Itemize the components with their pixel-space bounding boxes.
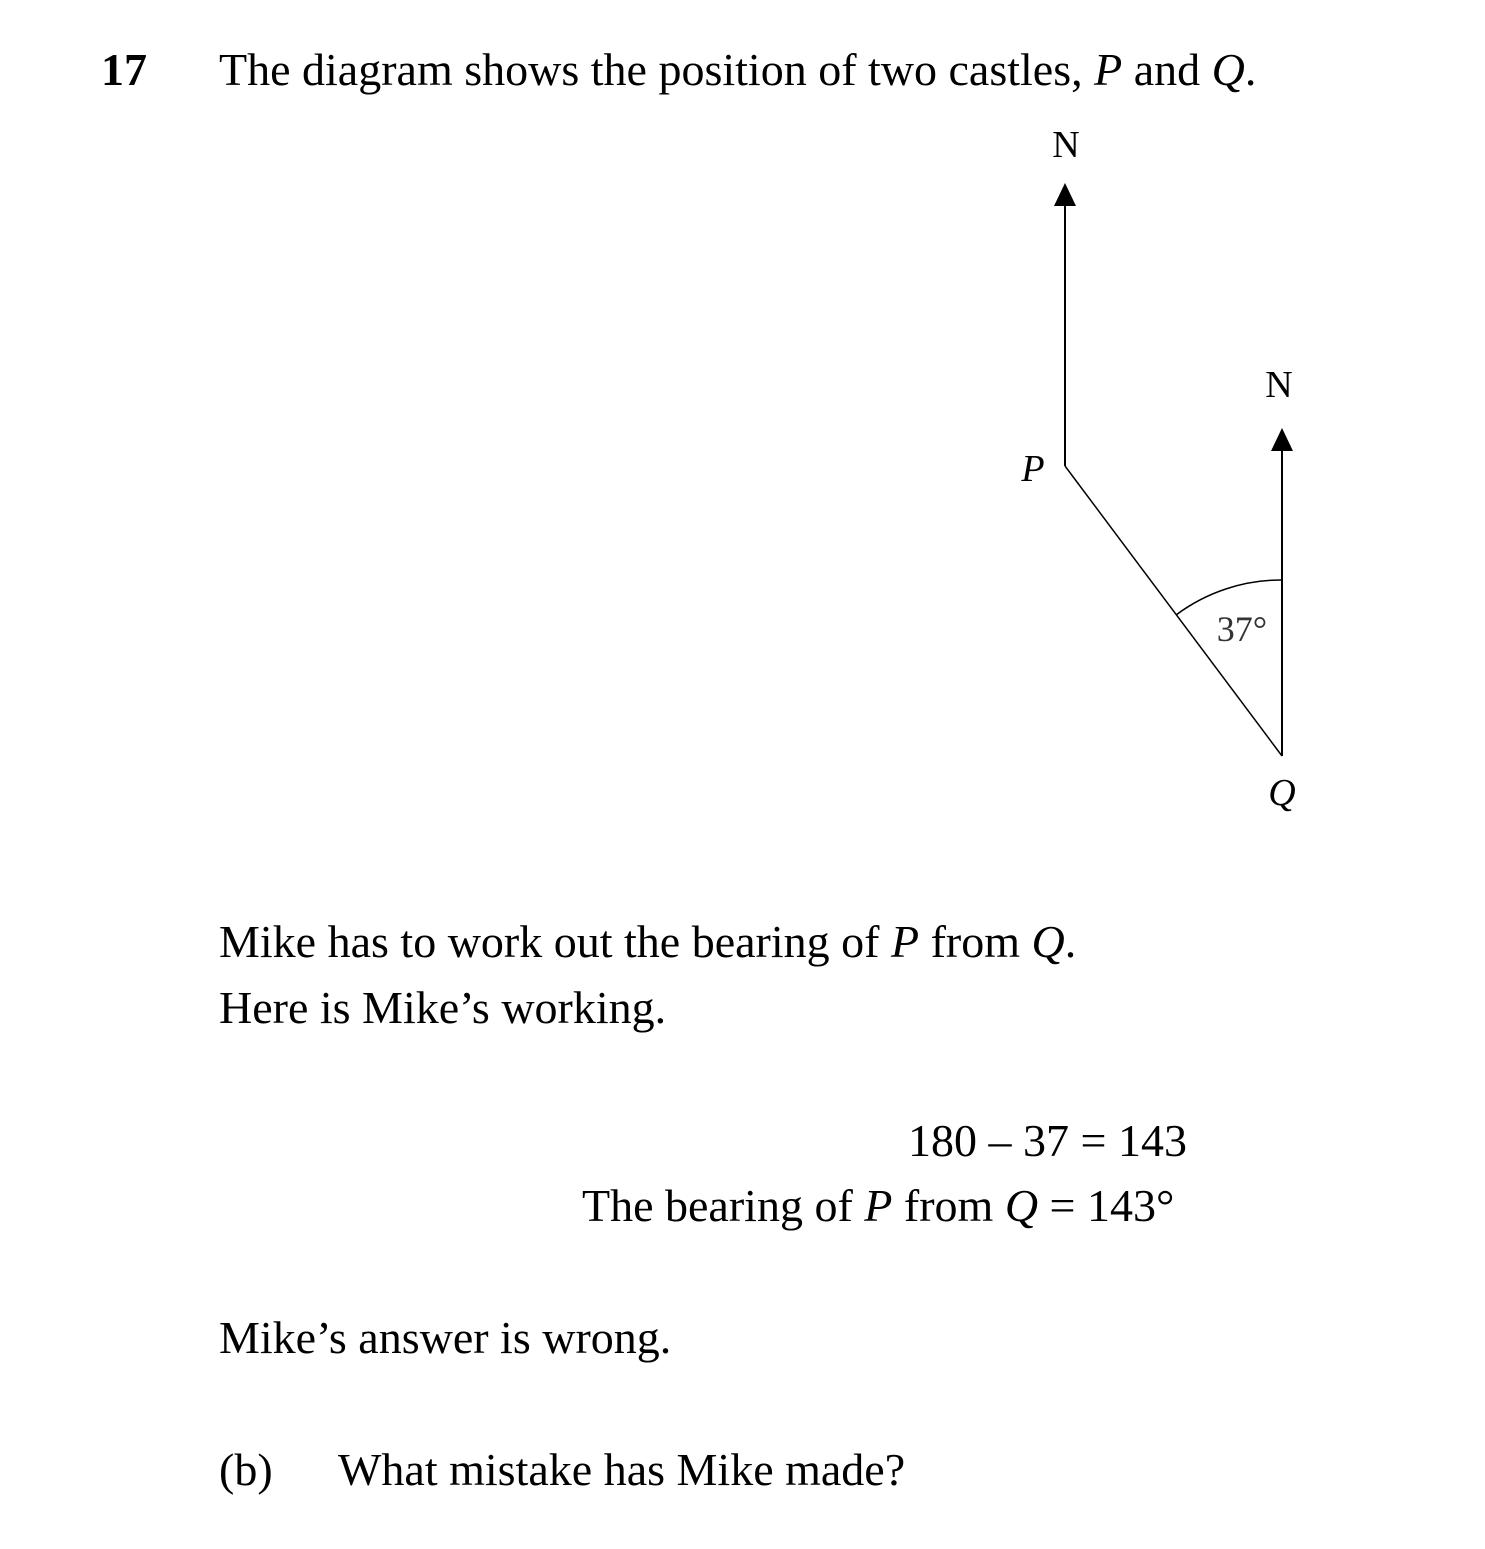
working-from: from (919, 916, 1032, 967)
answer-wrong-statement: Mike’s answer is wrong. (219, 1312, 672, 1363)
intro-prefix: The diagram shows the position of two castles, (219, 44, 1095, 95)
north-label-q: N (1265, 364, 1293, 406)
part-b-label: (b) (219, 1444, 273, 1495)
calc-prefix: The bearing of (582, 1180, 865, 1231)
calc-from: from (892, 1180, 1005, 1231)
north-arrow-p (1054, 183, 1076, 206)
point-q-label: Q (1268, 772, 1296, 814)
calc-castle-p: P (864, 1180, 893, 1231)
intro-castle-q: Q (1211, 44, 1245, 95)
north-arrow-q (1271, 428, 1293, 451)
working-intro-line (219, 914, 1076, 970)
intro-end: . (1244, 44, 1257, 95)
working-end: . (1064, 916, 1077, 967)
calc-end: = 143° (1038, 1180, 1175, 1231)
working-castle-p: P (890, 916, 920, 967)
point-p-label: P (1021, 448, 1045, 490)
north-label-p: N (1052, 124, 1080, 166)
angle-label: 37° (1216, 609, 1268, 649)
calc-castle-q: Q (1004, 1180, 1039, 1231)
intro-castle-p: P (1094, 44, 1123, 95)
part-b-question: What mistake has Mike made? (338, 1444, 906, 1495)
working-castle-q: Q (1031, 916, 1065, 967)
calculation-conclusion (582, 1178, 1174, 1234)
working-prefix: Mike has to work out the bearing of (219, 916, 891, 967)
intro-and: and (1122, 44, 1212, 95)
calculation-line: 180 – 37 = 143 (908, 1115, 1187, 1166)
question-number: 17 (101, 44, 147, 95)
working-heading: Here is Mike’s working. (219, 982, 667, 1033)
